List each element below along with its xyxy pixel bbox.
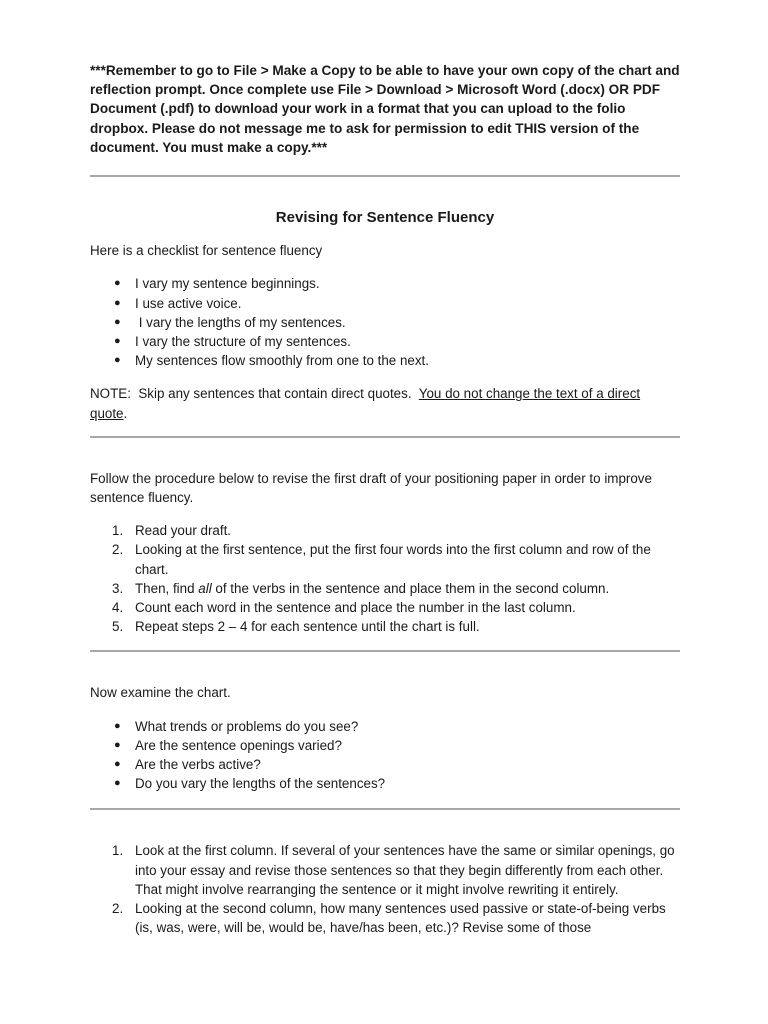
list-item: 2. Looking at the first sentence, put the first four words into the first column and row of the chart. xyxy=(112,542,651,577)
procedure-intro: Follow the procedure below to revise the first draft of your positioning paper in order to improve sentence fluency. xyxy=(90,470,652,506)
examine-intro: Now examine the chart. xyxy=(90,685,231,701)
list-item: 3. Then, find all of the verbs in the sentence and place them in the second column. xyxy=(112,580,610,596)
list-item: 5. Repeat steps 2 – 4 for each sentence until the chart is full. xyxy=(112,619,480,635)
list-item: ● Are the verbs active? xyxy=(90,755,680,774)
list-item: 4. Count each word in the sentence and place the number in the last column. xyxy=(112,600,576,616)
list-item: ● I vary the structure of my sentences. xyxy=(90,332,680,351)
bullet-icon: ● xyxy=(114,354,121,367)
procedure-steps xyxy=(90,521,680,636)
copy-instructions-notice: ***Remember to go to File > Make a Copy to be able to have your own copy of the chart and reflection prompt. Once complete use File > Download > Microsoft Word (.docx) OR PDF Document (.pdf) to download your work in a format that you can upload to the folio dropbox. Please do not message me to ask for permission to edit THIS version of the document. You must make a copy.*** xyxy=(90,63,680,155)
bullet-icon: ● xyxy=(114,738,121,751)
bullet-icon: ● xyxy=(114,335,121,348)
direct-quote-emphasis: You do not change the text of a direct quote xyxy=(90,386,641,421)
direct-quote-note: NOTE: Skip any sentences that contain direct quotes. You do not change the text of a direct quote. xyxy=(90,386,641,421)
list-item: 1. Read your draft. xyxy=(112,523,232,539)
list-item: ● Do you vary the lengths of the sentences? xyxy=(90,774,680,793)
list-item: ● I vary the lengths of my sentences. xyxy=(90,313,680,332)
bullet-icon: ● xyxy=(114,777,121,790)
revision-steps xyxy=(90,841,680,937)
list-item: 2. Looking at the second column, how many sentences used passive or state-of-being verbs (is, was, were, will be, would be, have/has been, etc.)? Revise some of those xyxy=(112,901,666,936)
fluency-checklist xyxy=(90,274,680,370)
document-title: Revising for Sentence Fluency xyxy=(275,209,495,227)
list-item: ● What trends or problems do you see? xyxy=(90,717,680,736)
list-item: ● I vary my sentence beginnings. xyxy=(90,274,680,293)
bullet-icon: ● xyxy=(114,719,121,732)
checklist-intro: Here is a checklist for sentence fluency xyxy=(90,243,323,259)
bullet-icon: ● xyxy=(114,758,121,771)
list-item: ● I use active voice. xyxy=(90,294,680,313)
list-item: 1. Look at the first column. If several of your sentences have the same or similar openings, go into your essay and revise those sentences so that they begin differently from each other. That might involve rearranging the sentence or it might involve rewriting it entirely. xyxy=(112,843,675,897)
document-page xyxy=(90,60,680,938)
bullet-icon: ● xyxy=(114,296,121,309)
list-item: ● My sentences flow smoothly from one to the next. xyxy=(90,351,680,370)
examine-questions xyxy=(90,717,680,794)
bullet-icon: ● xyxy=(114,315,121,328)
list-item: ● Are the sentence openings varied? xyxy=(90,736,680,755)
bullet-icon: ● xyxy=(114,277,121,290)
